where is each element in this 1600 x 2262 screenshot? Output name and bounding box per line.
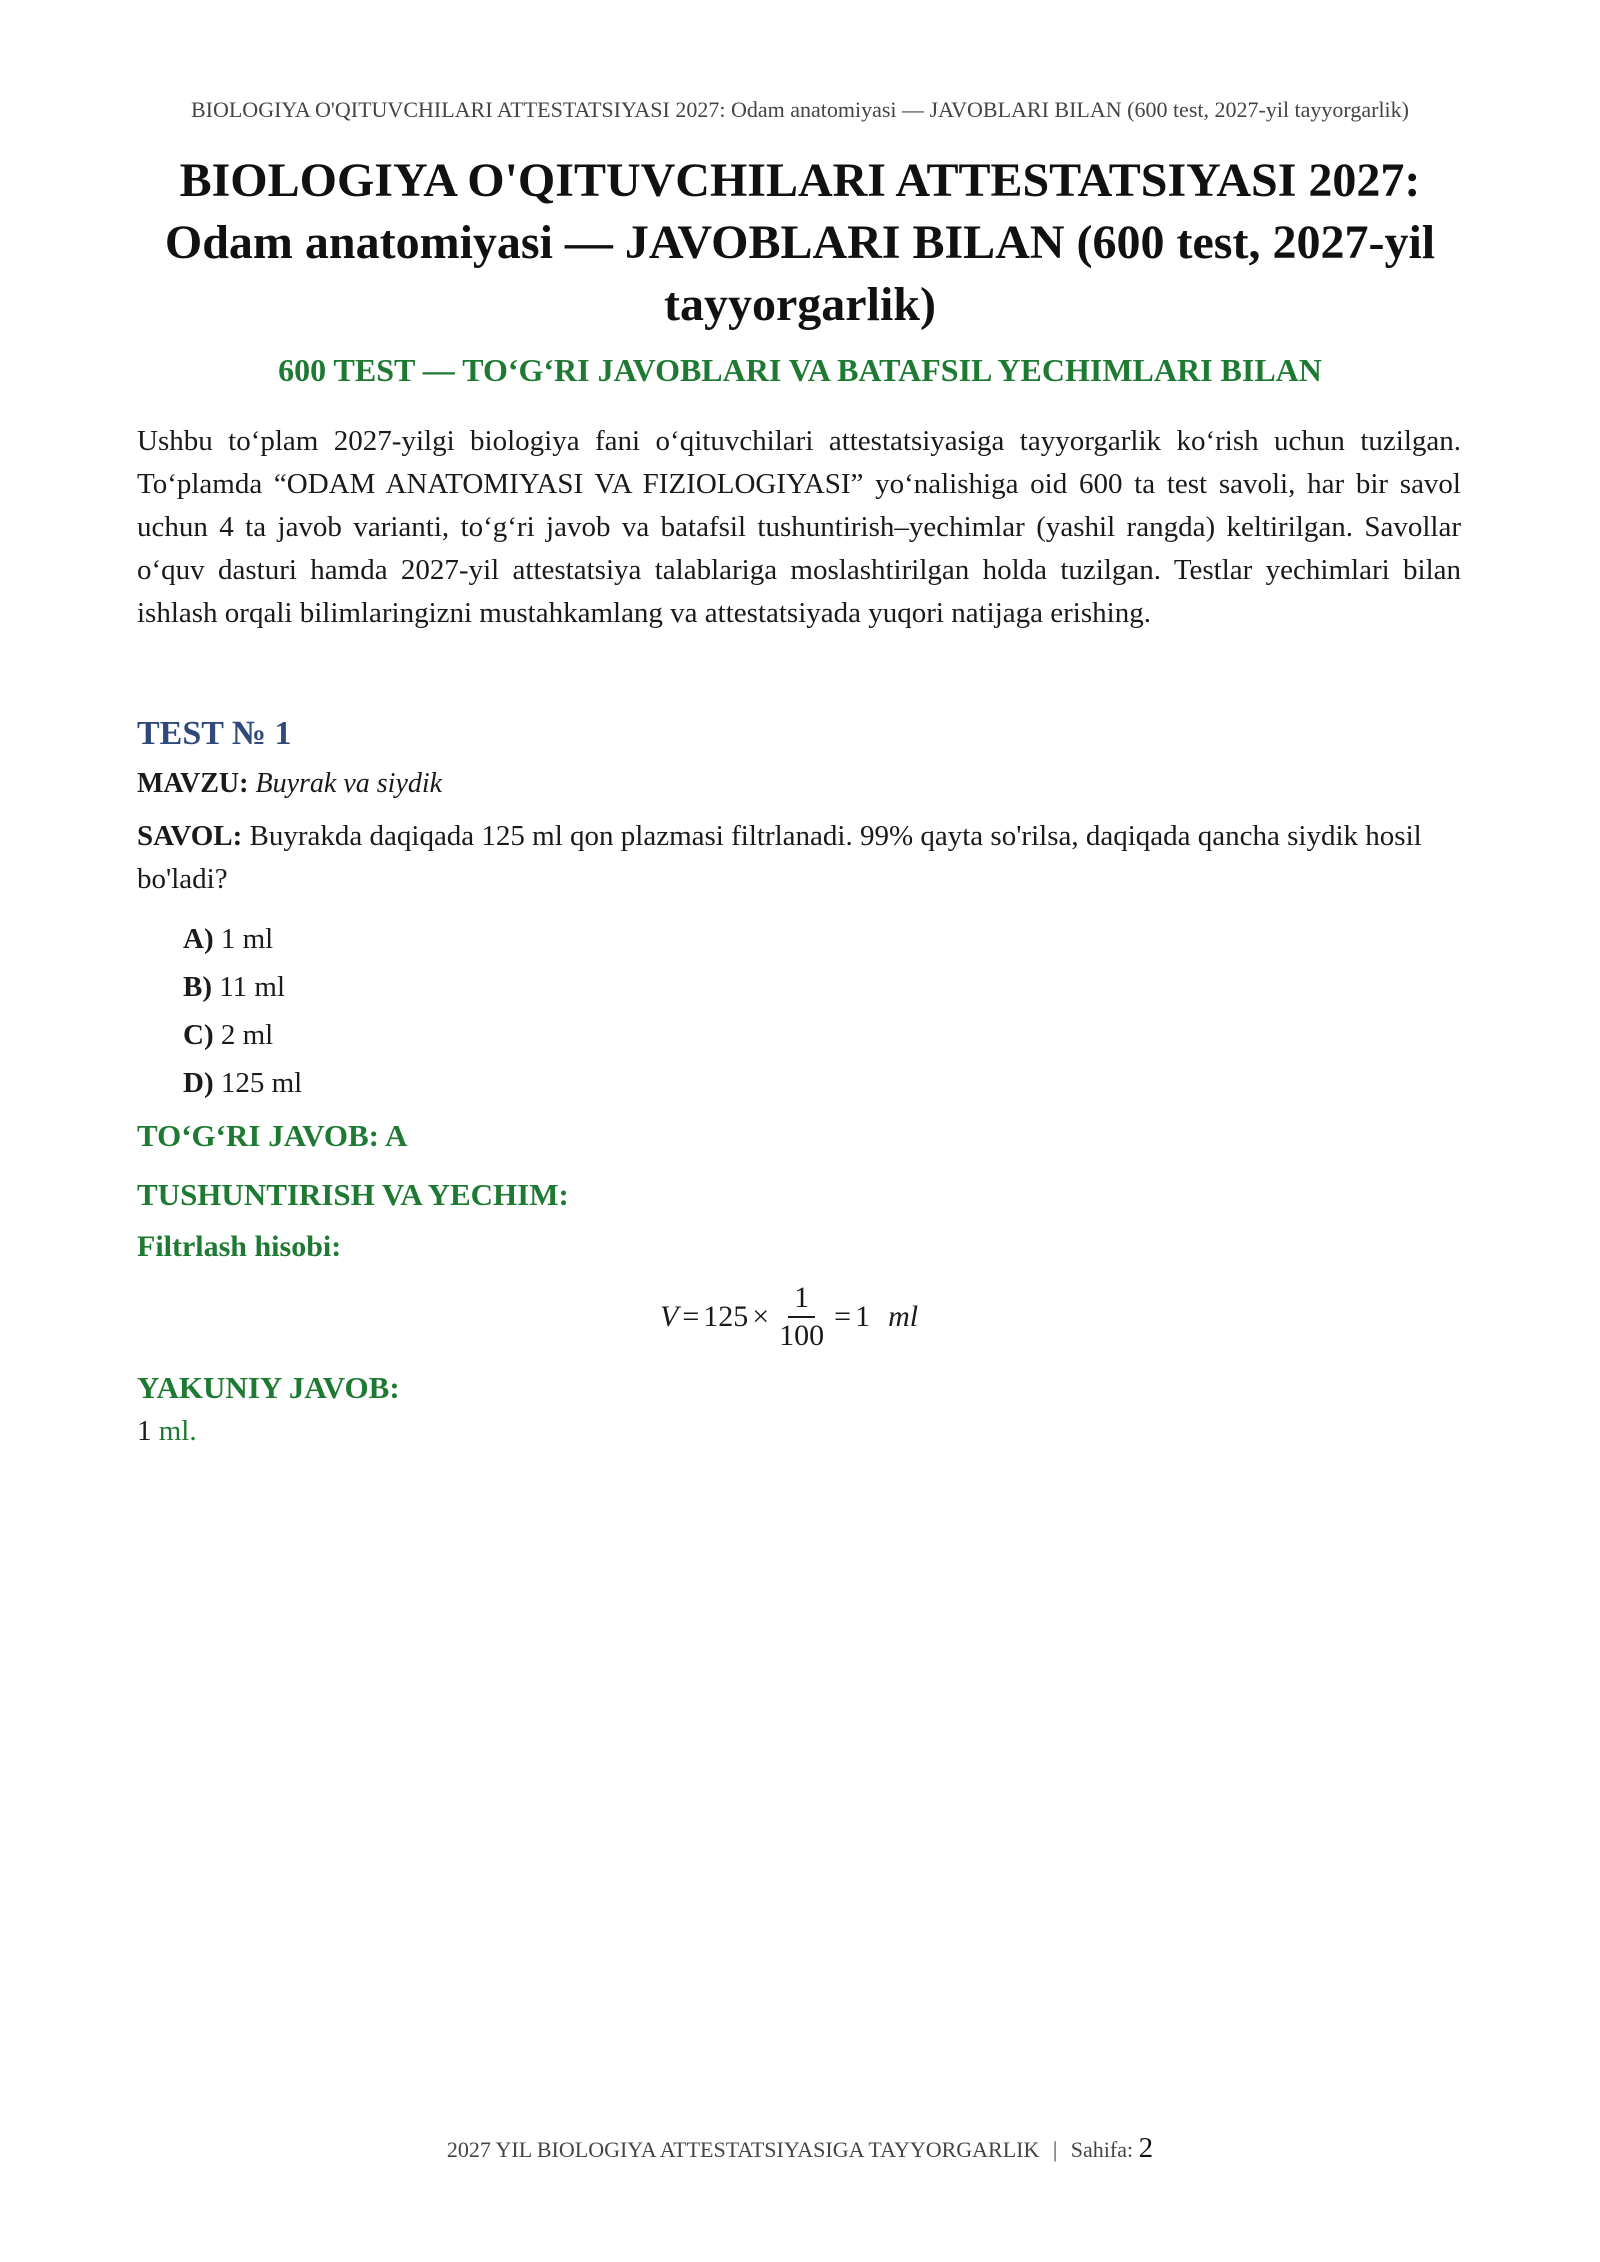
- formula-factor: 125: [703, 1300, 749, 1333]
- footer-separator: |: [1052, 2137, 1058, 2162]
- page-footer: [0, 2132, 1600, 2165]
- option-letter: B): [183, 971, 212, 1003]
- formula-unit: ml: [888, 1300, 919, 1333]
- intro-paragraph: Ushbu to‘plam 2027-yilgi biologiya fani o‘qituvchilari attestatsiyasiga tayyorgarlik ko‘rish uchun tuzilgan. To‘plamda “ODAM ANATOMIYASI VA FIZIOLOGIYASI” yo‘nalishiga oid 600 ta test savoli, har bir savol uchun 4 ta javob varianti, to‘g‘ri javob va batafsil tushuntirish–yechimlar (yashil rangda) keltirilgan. Savollar o‘quv dasturi hamda 2027-yil attestatsiya talablariga moslashtirilgan holda tuzilgan. Testlar yechimlari bilan ishlash orqali bilimlaringizni mustahkamlang va attestatsiyada yuqori natijaga erishing.: [137, 425, 1461, 629]
- formula-fraction: [779, 1280, 824, 1354]
- explanation-heading: TUSHUNTIRISH VA YECHIM:: [137, 1177, 569, 1212]
- formula-variable: V: [660, 1300, 679, 1333]
- correct-answer: TO‘G‘RI JAVOB: A: [137, 1118, 408, 1153]
- document-title: BIOLOGIYA O'QITUVCHILARI ATTESTATSIYASI 2027: Odam anatomiyasi — JAVOBLARI BILAN (600 test, 2027-yil tayyorgarlik): [164, 154, 1436, 331]
- question-text: Buyrakda daqiqada 125 ml qon plazmasi filtrlanadi. 99% qayta so'rilsa, daqiqada qancha siydik hosil bo'ladi?: [137, 820, 1422, 895]
- option-a: [183, 915, 302, 963]
- fraction-numerator: 1: [788, 1280, 815, 1318]
- topic-value: Buyrak va siydik: [255, 768, 443, 799]
- formula: [660, 1277, 918, 1357]
- formula-result: 1: [855, 1300, 871, 1333]
- final-answer-unit: ml.: [158, 1415, 197, 1447]
- option-text: 11 ml: [219, 971, 286, 1003]
- option-text: 1 ml: [220, 923, 274, 955]
- formula-equals: =: [682, 1300, 700, 1333]
- formula-equals: =: [834, 1300, 852, 1333]
- question-label: SAVOL:: [137, 820, 243, 852]
- calculation-heading: Filtrlash hisobi:: [137, 1230, 342, 1263]
- final-answer-heading: YAKUNIY JAVOB:: [137, 1370, 400, 1405]
- page-label: Sahifa:: [1070, 2137, 1134, 2162]
- topic-label: MAVZU:: [137, 768, 249, 799]
- running-header: BIOLOGIYA O'QITUVCHILARI ATTESTATSIYASI 2027: Odam anatomiyasi — JAVOBLARI BILAN (600 test, 2027-yil tayyorgarlik): [190, 97, 1409, 122]
- option-text: 2 ml: [220, 1019, 274, 1051]
- final-answer: [137, 1415, 197, 1448]
- option-text: 125 ml: [220, 1067, 303, 1099]
- option-letter: C): [183, 1019, 214, 1051]
- option-letter: A): [183, 923, 214, 955]
- question: [137, 815, 1457, 901]
- option-b: [183, 963, 302, 1011]
- option-c: [183, 1011, 302, 1059]
- final-answer-value: 1: [137, 1415, 152, 1447]
- footer-text: 2027 YIL BIOLOGIYA ATTESTATSIYASIGA TAYYORGARLIK: [446, 2137, 1040, 2162]
- page-number: 2: [1138, 2132, 1154, 2164]
- document-subtitle: 600 TEST — TO‘G‘RI JAVOBLARI VA BATAFSIL YECHIMLARI BILAN: [278, 352, 1322, 388]
- answer-options: [183, 915, 302, 1107]
- option-d: [183, 1059, 302, 1107]
- topic-line: [137, 768, 442, 800]
- test-heading: TEST № 1: [137, 715, 292, 752]
- option-letter: D): [183, 1067, 214, 1099]
- formula-times: ×: [752, 1300, 770, 1333]
- fraction-denominator: 100: [779, 1319, 825, 1352]
